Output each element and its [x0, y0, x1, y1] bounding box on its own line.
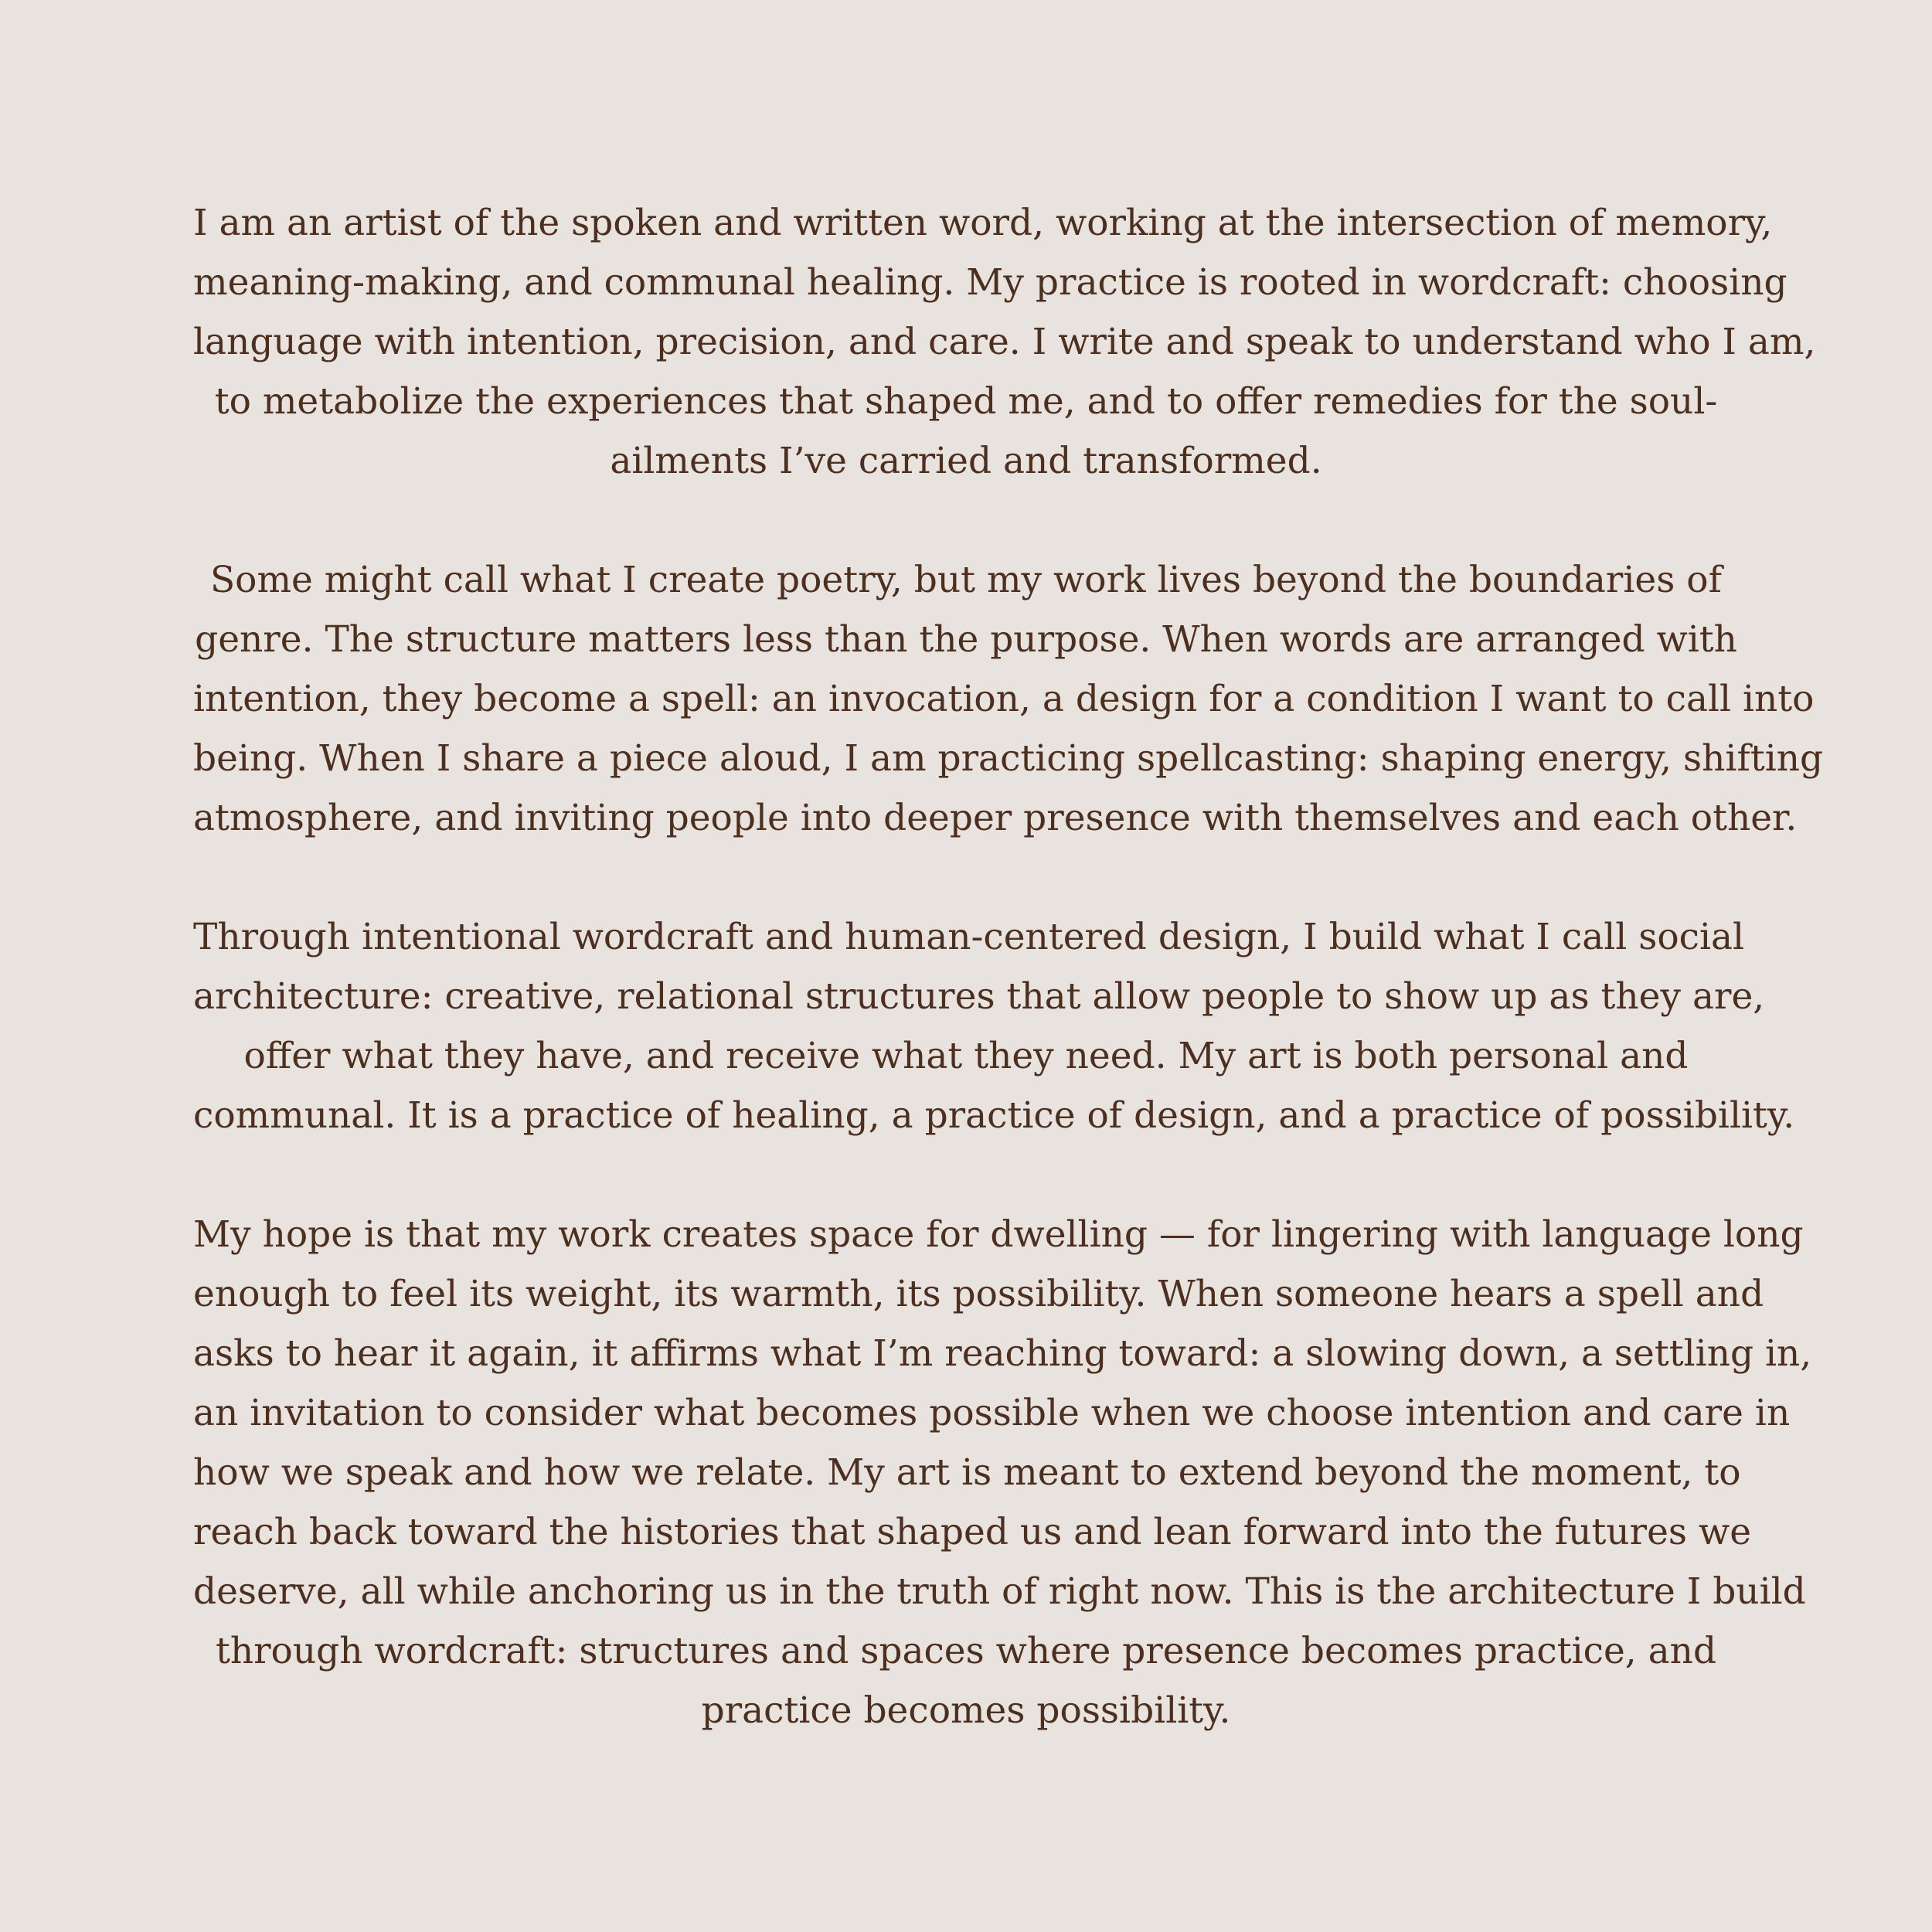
paragraph-line: an invitation to consider what becomes possible when we choose intention and care in — [193, 1392, 1791, 1434]
paragraph-line: offer what they have, and receive what they need. My art is both personal and — [243, 1035, 1689, 1077]
paragraph-line: atmosphere, and inviting people into deeper presence with themselves and each other. — [193, 797, 1798, 839]
paragraph-line: I am an artist of the spoken and written word, working at the intersection of memory, — [193, 202, 1773, 244]
paragraph-line: enough to feel its weight, its warmth, its possibility. When someone hears a spell and — [193, 1273, 1764, 1315]
statement-paragraph-4 — [193, 1205, 1812, 1740]
paragraph-line: genre. The structure matters less than the purpose. When words are arranged with — [195, 618, 1737, 661]
paragraph-line: to metabolize the experiences that shaped me, and to offer remedies for the soul- — [214, 380, 1718, 423]
paragraph-line: My hope is that my work creates space for dwelling — for lingering with language long — [193, 1213, 1804, 1256]
paragraph-line: practice becomes possibility. — [701, 1689, 1231, 1732]
paragraph-line: intention, they become a spell: an invocation, a design for a condition I want to call into — [193, 678, 1815, 720]
paragraph-line: through wordcraft: structures and spaces where presence becomes practice, and — [215, 1630, 1717, 1672]
artist-statement — [193, 193, 1824, 1740]
paragraph-line: being. When I share a piece aloud, I am practicing spellcasting: shaping energy, shifting — [193, 737, 1824, 780]
paragraph-line: asks to hear it again, it affirms what I’m reaching toward: a slowing down, a settling in, — [193, 1332, 1812, 1375]
statement-paragraph-1 — [193, 193, 1816, 491]
paragraph-line: ailments I’ve carried and transformed. — [610, 440, 1322, 482]
paragraph-line: Through intentional wordcraft and human-centered design, I build what I call social — [193, 916, 1745, 958]
paragraph-line: Some might call what I create poetry, but my work lives beyond the boundaries of — [209, 559, 1722, 601]
paragraph-line: architecture: creative, relational structures that allow people to show up as they are, — [193, 975, 1765, 1018]
statement-paragraph-2 — [193, 550, 1824, 848]
paragraph-line: how we speak and how we relate. My art is meant to extend beyond the moment, to — [193, 1451, 1741, 1494]
paragraph-line: deserve, all while anchoring us in the truth of right now. This is the architecture I build — [193, 1570, 1806, 1613]
paragraph-line: language with intention, precision, and care. I write and speak to understand who I am, — [193, 321, 1816, 363]
paragraph-line: reach back toward the histories that shaped us and lean forward into the futures we — [193, 1511, 1752, 1553]
paragraph-line: communal. It is a practice of healing, a practice of design, and a practice of possibility. — [193, 1094, 1795, 1137]
paragraph-line: meaning-making, and communal healing. My practice is rooted in wordcraft: choosing — [193, 261, 1787, 304]
statement-paragraph-3 — [193, 907, 1795, 1145]
